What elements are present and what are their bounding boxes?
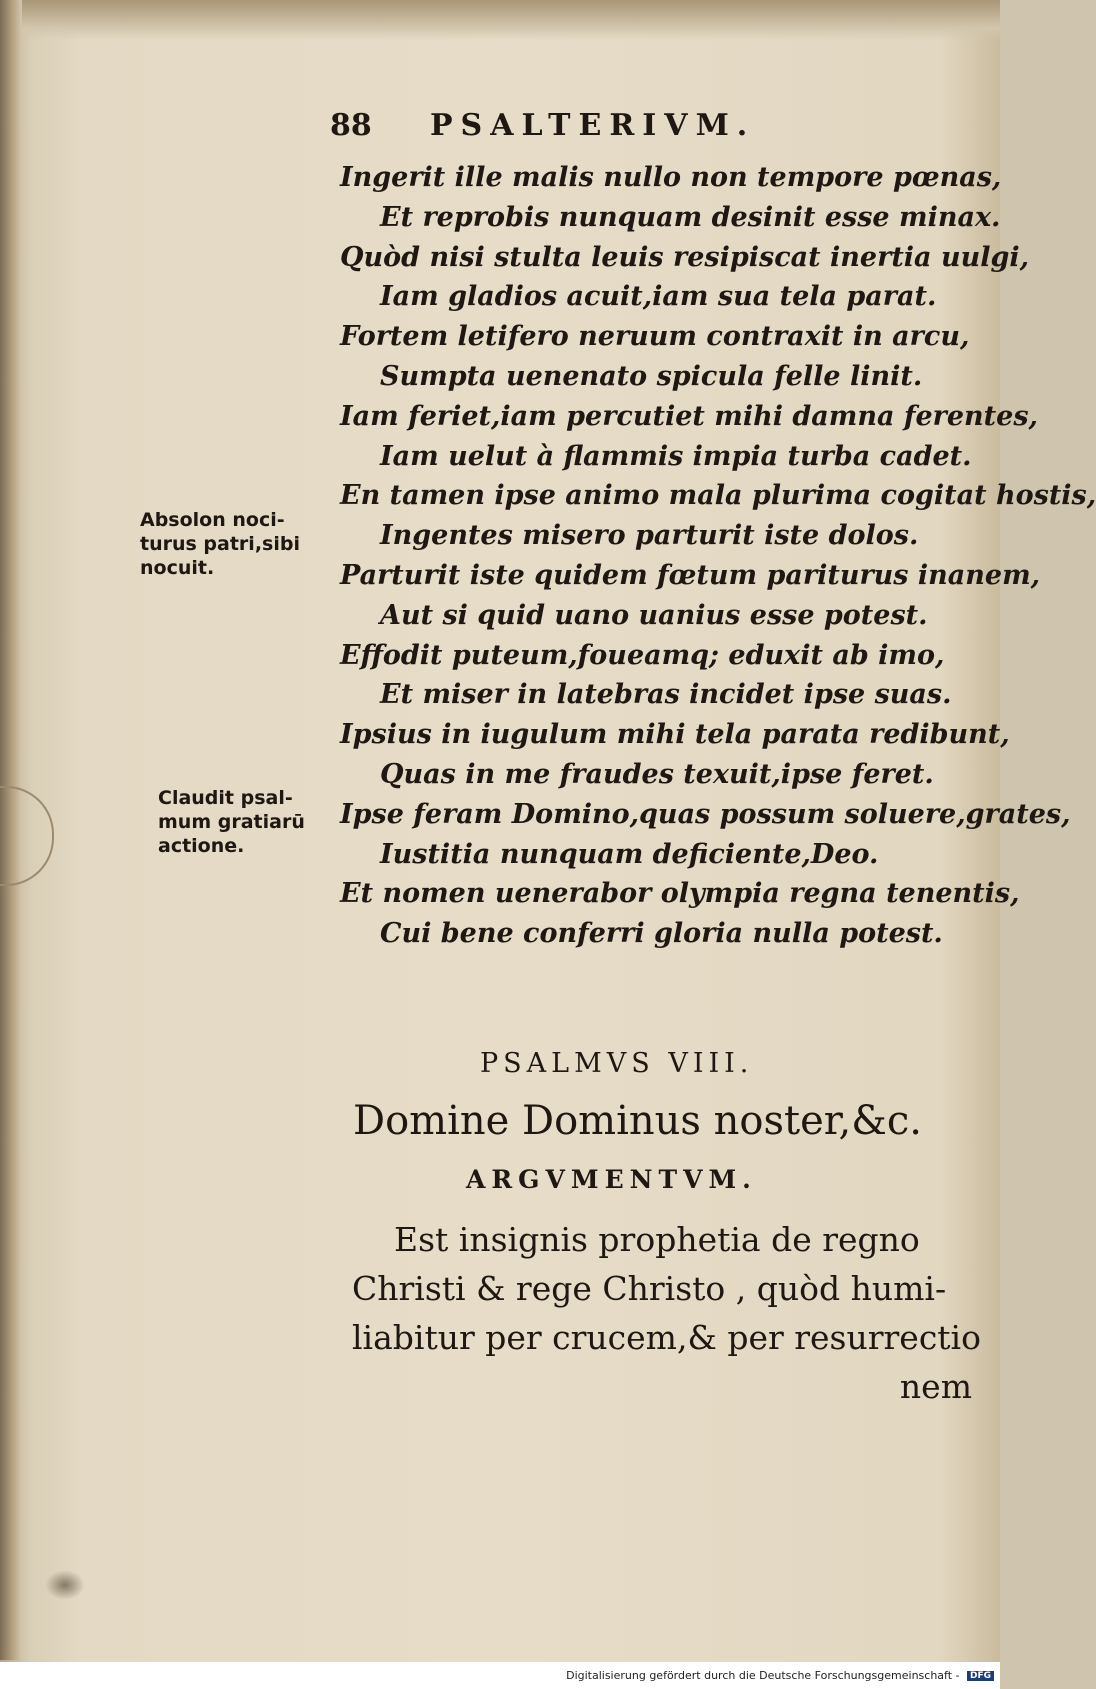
margin-note-claudit — [158, 786, 343, 858]
poem-line: Iam gladios acuit,iam sua tela parat. — [380, 281, 937, 313]
poem-line: Cui bene conferri gloria nulla potest. — [380, 918, 943, 950]
running-header — [330, 108, 850, 148]
poem-line: Ipse feram Domino,quas possum soluere,grates, — [340, 798, 1071, 830]
argument-line: Christi & rege Christo , quòd humi- — [352, 1269, 947, 1308]
argument-heading: ARGVMENTVM. — [466, 1165, 757, 1194]
poem-line: En tamen ipse animo mala plurima cogitat hostis, — [340, 480, 1096, 512]
margin-note-line: mum gratiarū — [158, 811, 305, 833]
poem-line: Iam feriet,iam percutiet mihi damna ferentes, — [340, 400, 1038, 432]
poem-line: Sumpta uenenato spicula felle linit. — [380, 360, 923, 392]
poem-line: Iustitia nunquam deficiente,Deo. — [380, 838, 879, 870]
argument-text — [352, 1215, 981, 1411]
argument-line: liabitur per crucem,& per resurrectio — [352, 1318, 981, 1357]
psalm-incipit: Domine Dominus noster,&c. — [353, 1098, 922, 1144]
ink-stain — [45, 1570, 85, 1600]
poem-line: Quòd nisi stulta leuis resipiscat inertia uulgi, — [340, 241, 1030, 273]
poem-body — [340, 158, 1096, 954]
poem-line: Effodit puteum,foueamq; eduxit ab imo, — [340, 639, 945, 671]
poem-line: Aut si quid uano uanius esse potest. — [380, 599, 928, 631]
poem-line: Ingentes misero parturit iste dolos. — [380, 520, 919, 552]
poem-line: Et nomen uenerabor olympia regna tenentis, — [340, 878, 1020, 910]
running-title: PSALTERIVM. — [430, 108, 756, 143]
page-number: 88 — [330, 108, 372, 143]
margin-note-line: Claudit psal- — [158, 787, 293, 809]
poem-line: Et miser in latebras incidet ipse suas. — [380, 679, 952, 711]
argument-line: Est insignis prophetia de regno — [394, 1220, 920, 1259]
margin-note-line: actione. — [158, 835, 245, 857]
argument-line: nem — [899, 1367, 972, 1406]
margin-note-line: nocuit. — [140, 557, 215, 579]
dfg-credit — [566, 1669, 994, 1682]
poem-line: Ingerit ille malis nullo non tempore pœnas, — [340, 162, 1002, 193]
margin-note-absolon — [140, 508, 340, 580]
poem-line: Parturit iste quidem fœtum pariturus inanem, — [340, 559, 1041, 591]
poem-line: Fortem letifero neruum contraxit in arcu, — [340, 321, 970, 353]
psalm-heading: PSALMVS VIII. — [480, 1048, 754, 1079]
poem-line: Et reprobis nunquam desinit esse minax. — [380, 201, 1001, 233]
margin-note-line: Absolon noci- — [140, 509, 285, 531]
poem-line: Quas in me fraudes texuit,ipse feret. — [380, 758, 934, 790]
poem-line: Ipsius in iugulum mihi tela parata redibunt, — [340, 719, 1010, 751]
dfg-logo: DFG — [967, 1671, 994, 1681]
poem-line: Iam uelut à flammis impia turba cadet. — [380, 440, 972, 472]
page-top-edge — [0, 0, 1000, 40]
page-clip-mark — [0, 786, 54, 886]
margin-note-line: turus patri,sibi — [140, 533, 300, 555]
dfg-credit-text: Digitalisierung gefördert durch die Deutsche Forschungsgemeinschaft - — [566, 1669, 960, 1682]
